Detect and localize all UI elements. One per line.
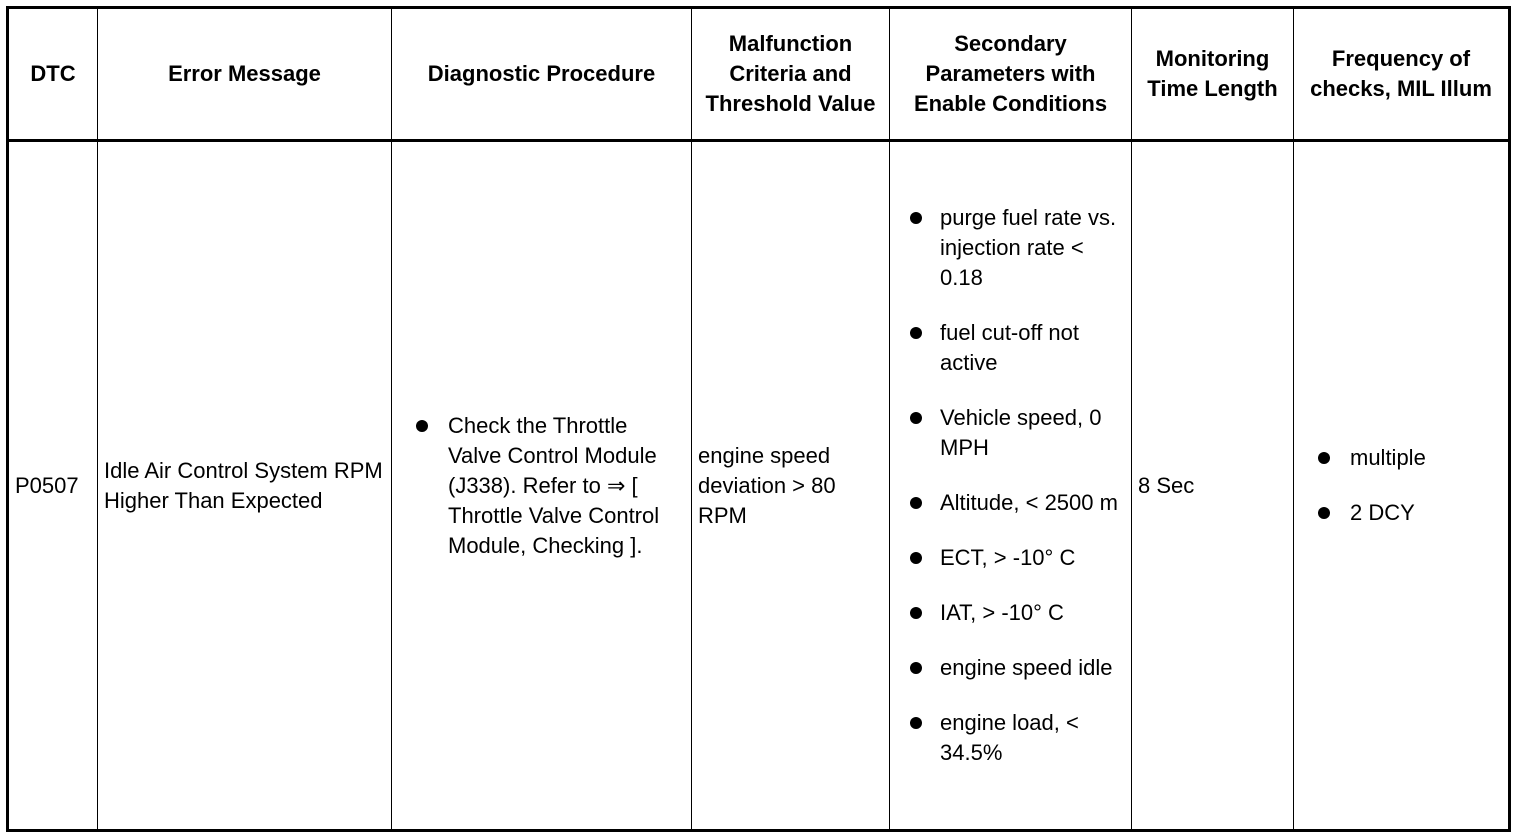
bullet-dot-icon: [910, 212, 922, 224]
list-item: [896, 543, 1125, 573]
secondary-parameter-text: purge fuel rate vs. injection rate < 0.18: [940, 205, 1117, 290]
cell-diagnostic-procedure: [392, 141, 692, 831]
bullet-dot-icon: [910, 497, 922, 509]
bullet-dot-icon: [910, 607, 922, 619]
list-item: [896, 403, 1125, 463]
list-item: [1300, 498, 1502, 528]
diagnostic-procedure-list: [398, 411, 685, 561]
list-item: [896, 488, 1125, 518]
frequency-list: [1300, 443, 1502, 528]
bullet-dot-icon: [910, 662, 922, 674]
list-item: [896, 203, 1125, 293]
cell-error-message: Idle Air Control System RPM Higher Than Expected: [98, 141, 392, 831]
list-item: [398, 411, 685, 561]
header-row: [8, 8, 1510, 141]
header-monitoring-time: Monitoring Time Length: [1132, 8, 1294, 141]
header-malfunction-criteria: Malfunction Criteria and Threshold Value: [692, 8, 890, 141]
table-row: [8, 141, 1510, 831]
cell-malfunction-criteria: engine speed deviation > 80 RPM: [692, 141, 890, 831]
frequency-text: multiple: [1350, 445, 1426, 470]
list-item: [1300, 443, 1502, 473]
cell-dtc: P0507: [8, 141, 98, 831]
header-error-message: Error Message: [98, 8, 392, 141]
secondary-parameter-text: Vehicle speed, 0 MPH: [940, 405, 1102, 460]
bullet-dot-icon: [416, 420, 428, 432]
frequency-text: 2 DCY: [1350, 500, 1415, 525]
cell-monitoring-time: 8 Sec: [1132, 141, 1294, 831]
list-item: [896, 708, 1125, 768]
secondary-parameter-text: fuel cut-off not active: [940, 320, 1080, 375]
bullet-dot-icon: [1318, 452, 1330, 464]
dtc-table: [6, 6, 1511, 832]
header-secondary-parameters: Secondary Parameters with Enable Conditions: [890, 8, 1132, 141]
diagnostic-procedure-text: Check the Throttle Valve Control Module (J338). Refer to ⇒ [ Throttle Valve Control Module, Checking ].: [448, 412, 660, 558]
cell-secondary-parameters: [890, 141, 1132, 831]
bullet-dot-icon: [910, 552, 922, 564]
list-item: [896, 318, 1125, 378]
bullet-dot-icon: [1318, 507, 1330, 519]
secondary-parameter-text: engine speed idle: [940, 655, 1113, 680]
secondary-parameter-text: Altitude, < 2500 m: [940, 490, 1118, 515]
header-dtc: DTC: [8, 8, 98, 141]
bullet-dot-icon: [910, 717, 922, 729]
header-frequency: Frequency of checks, MIL Illum: [1294, 8, 1510, 141]
secondary-parameters-list: [896, 203, 1125, 768]
header-diagnostic-procedure: Diagnostic Procedure: [392, 8, 692, 141]
secondary-parameter-text: engine load, < 34.5%: [940, 710, 1079, 765]
list-item: [896, 653, 1125, 683]
bullet-dot-icon: [910, 327, 922, 339]
secondary-parameter-text: IAT, > -10° C: [940, 600, 1064, 625]
list-item: [896, 598, 1125, 628]
secondary-parameter-text: ECT, > -10° C: [940, 545, 1076, 570]
cell-frequency: [1294, 141, 1510, 831]
bullet-dot-icon: [910, 412, 922, 424]
